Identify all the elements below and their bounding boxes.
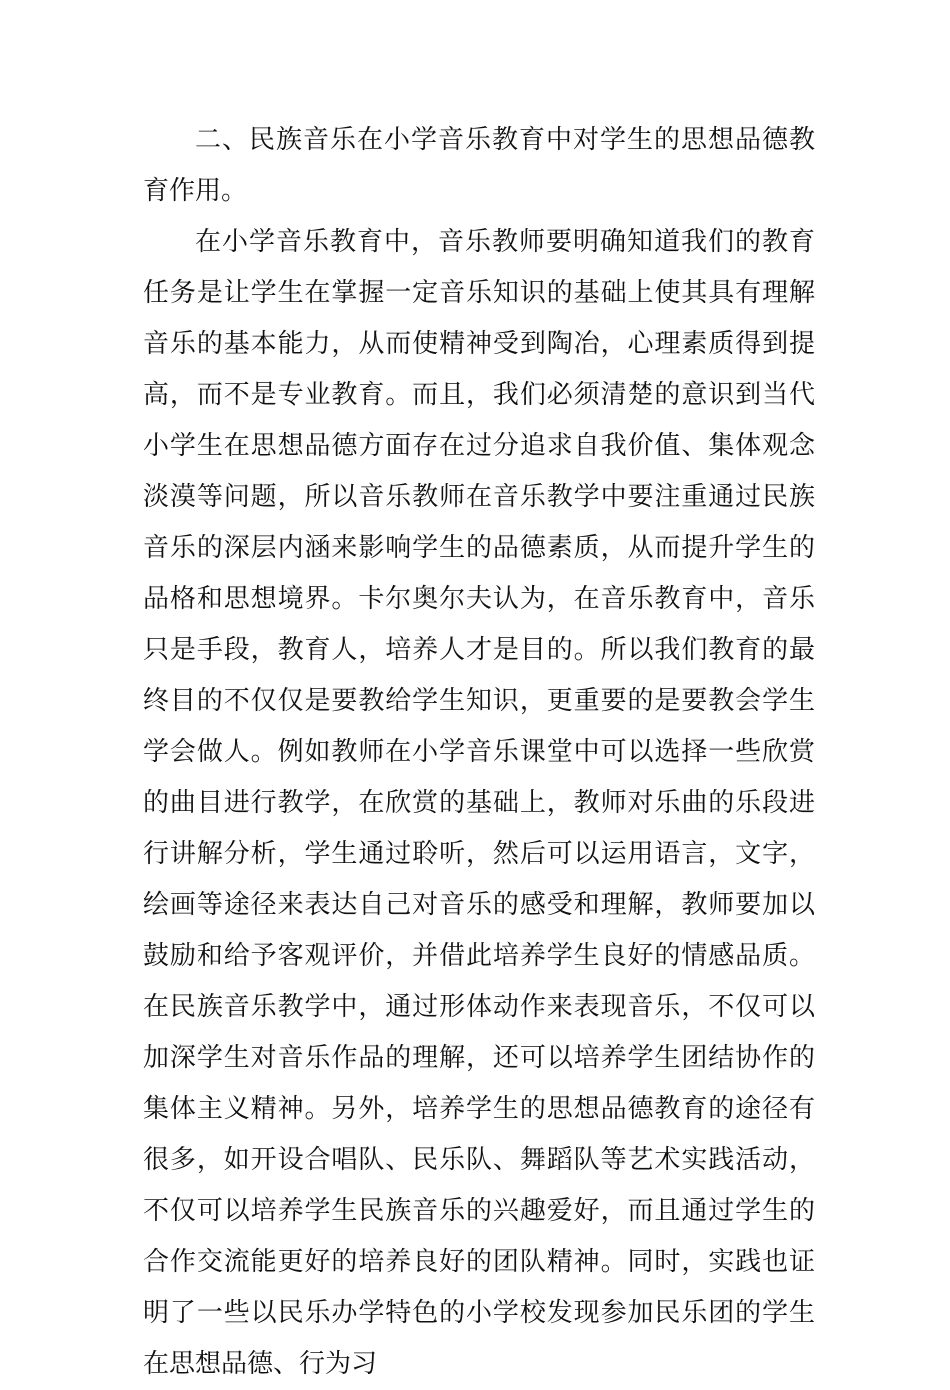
section-heading: 二、民族音乐在小学音乐教育中对学生的思想品德教育作用。 bbox=[143, 125, 815, 206]
document-body bbox=[143, 115, 815, 1390]
body-paragraph: 在小学音乐教育中，音乐教师要明确知道我们的教育任务是让学生在掌握一定音乐知识的基础上使其具有理解音乐的基本能力，从而使精神受到陶冶，心理素质得到提高，而不是专业教育。而且，我们必须清楚的意识到当代小学生在思想品德方面存在过分追求自我价值、集体观念淡漠等问题，所以音乐教师在音乐教学中要注重通过民族音乐的深层内涵来影响学生的品德素质，从而提升学生的品格和思想境界。卡尔奥尔夫认为，在音乐教育中，音乐只是手段，教育人，培养人才是目的。所以我们教育的最终目的不仅仅是要教给学生知识，更重要的是要教会学生学会做人。例如教师在小学音乐课堂中可以选择一些欣赏的曲目进行教学，在欣赏的基础上，教师对乐曲的乐段进行讲解分析，学生通过聆听，然后可以运用语言，文字，绘画等途径来表达自己对音乐的感受和理解，教师要加以鼓励和给予客观评价，并借此培养学生良好的情感品质。在民族音乐教学中，通过形体动作来表现音乐，不仅可以加深学生对音乐作品的理解，还可以培养学生团结协作的集体主义精神。另外，培养学生的思想品德教育的途径有很多，如开设合唱队、民乐队、舞蹈队等艺术实践活动，不仅可以培养学生民族音乐的兴趣爱好，而且通过学生的合作交流能更好的培养良好的团队精神。同时，实践也证明了一些以民乐办学特色的小学校发现参加民乐团的学生在思想品德、行为习 bbox=[143, 227, 815, 1379]
